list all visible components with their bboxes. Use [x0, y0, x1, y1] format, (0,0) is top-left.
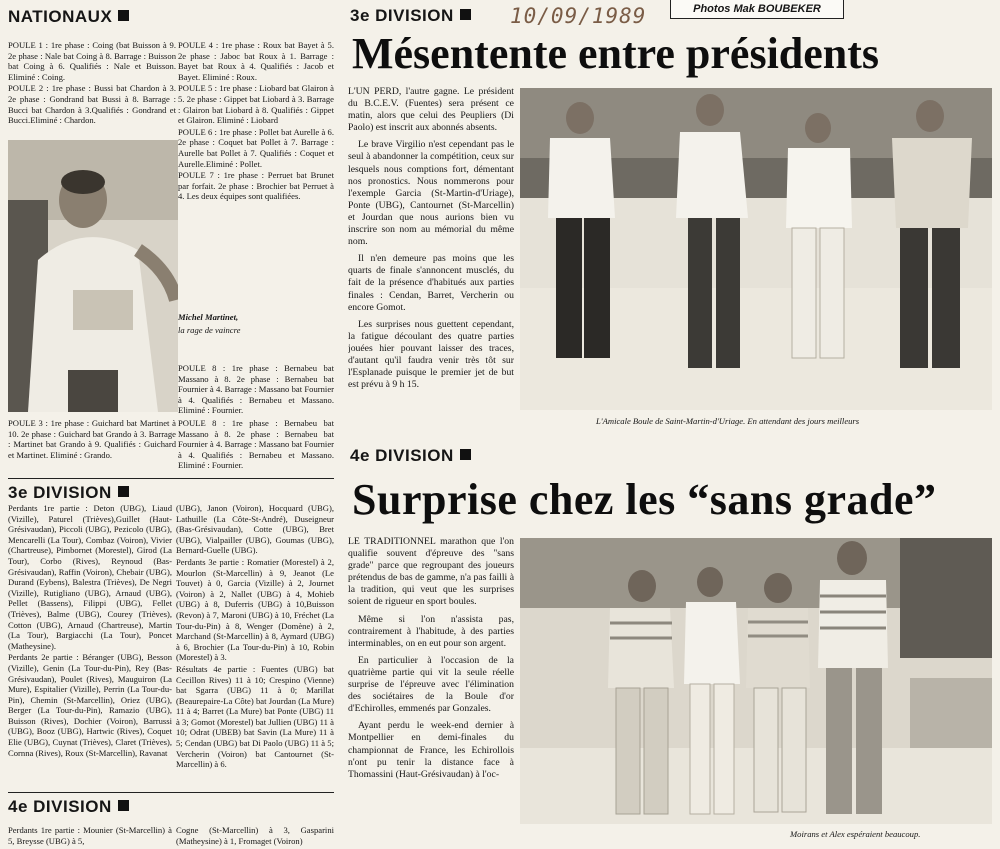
division4-results-heading: 4e DIVISION [8, 797, 129, 817]
poule-1: POULE 1 : 1re phase : Coing (bat Buisson à 9. 2e phase : Nale bat Coing à 8. Barrage : Buisson bat Coing à 6. Qualifiés : Nale et Buisson. Eliminé : Coing. [8, 40, 176, 82]
article2-para-1: LE TRADITIONNEL marathon que l'on qualifie souvent d'épreuve des "sans grade" parce que regroupant des joueurs prétendus de bas de gamme, n'a pas failli à la tradition, qui veut que les surprises soient de rigueur en sport boules. [348, 536, 514, 608]
division3-col1 [8, 503, 172, 789]
poule-7: POULE 7 : 1re phase : Perruet bat Brunet par forfait. 2e phase : Brochier bat Perruet à 4. Les deux équipes sont qualifiées. [178, 170, 334, 202]
michel-martinet-photo [8, 140, 178, 412]
article1-headline: Mésentente entre présidents [352, 29, 880, 78]
division4-col1 [8, 825, 172, 847]
poule-8-repeat: POULE 8 : 1re phase : Bernabeu bat Massano à 8. 2e phase : Bernabeu bat Fournier à 4. Barrage : Massano bat Fournier à 4. Qualifiés : Bernabeu et Massano. Eliminé : Fournier. [178, 418, 334, 471]
divider [8, 478, 334, 479]
perdants-3e-partie: Perdants 3e partie : Romatier (Morestel) à 2, Mourlon (St-Marcellin) à 9, Jeanot (Le Touvet) à 0, Garcia (Vizille) à 2, Journet (Voiron) à 2, Nallet (UBG) à 4, Mohieb (UBG) à 8, Duferris (UBG) à 10,Buisson (Revon) à 7, Maroni (UBG) à 10, Fréchet (La Tour-du-Pin) à 8, Wenger (Domène) à 2, Marchand (St-Marcellin) à 8, Aymard (UBG) à 6, Brochier (La Tour-du-Pin) à 10, Robin (Morestel) à 3. [176, 556, 334, 663]
perdants-1re-partie: Perdants 1re partie : Deton (UBG), Liaud (Vizille), Paturel (Trièves),Guillet (Haut-Grésivaudan), Piccoli (UBG), Pezicolo (UBG), Mencarelli (La Tour), Combaz (Voiron), Vivier (Chartreuse), Pimbornet (Morestel), Girod (La Tour), Corbo (Rives), Reynoud (Bas-Grésivaudan), Raffin (Voiron), Chebair (UBG), Durand (Eybens), Balestra (Trièves), De Negri (Vizille), Rutigliano (UBG), Arnaud (UBG), Pellet (Bassens), Filippi (UBG), Fellet (Trièves), Balme (UBG), Courey (Trièves), Cotton (UBG), Arnaud (Chartreuse), Martin (La Tour), Bargiacchi (La Tour), Poncet (Matheysine). [8, 503, 172, 651]
poule-5: POULE 5 : 1re phase : Liobard bat Glairon à 5. 2e phase : Gippet bat Liobard à 3. Barrage : Glairon bat Liobard à 8. Qualifiés : Gippet et Glairon. Eliminé : Liobard [178, 83, 334, 126]
division4-perdants: Perdants 1re partie : Mounier (St-Marcellin) à 5, Breysse (UBG) à 5, [8, 825, 172, 846]
divider [8, 792, 334, 793]
article1-body [348, 86, 514, 422]
division3-col2 [176, 503, 334, 789]
article2-headline: Surprise chez les “sans grade” [352, 475, 937, 524]
perdants-2e-partie: Perdants 2e partie : Béranger (UBG), Besson (Vizille), Genin (La Tour-du-Pin), Rey (Bas-Grésivaudan), Poulet (Rives), Mauguiron (La Mure), Espitalier (Vizille), Perrin (La Tour-du-Pin), Chemin (St-Marcellin), Oriez (UBG), Berger (La Tour-du-Pin), Ramazio (UBG), Buisson (Rives), Dochier (Voiron), Barrussi (UBG), Booz (UBG), Hartwic (Rives), Coquet Elie (UBG), Cuynat (Trièves), Claret (Trièves), Cornna (Rives), Roux (St-Marcellin), Ravanat [8, 652, 172, 758]
article2-body [348, 536, 514, 848]
article2-para-2: Même si l'on n'assista pas, contrairement à l'habitude, à des parties interminables, on en eut pour son argent. [348, 613, 514, 649]
date-stamp: 10/09/1989 [510, 4, 647, 28]
nationaux-col2-poule8 [178, 363, 334, 417]
division4-col2 [176, 825, 334, 847]
article1-para-3: Il n'en demeure pas moins que les quarts de finale s'annoncent musclés, du fait de la présence d'habitués aux parties finales : Cendan, Barret, Vercherin ou encore Gomot. [348, 253, 514, 313]
poule-3: POULE 3 : 1re phase : Guichard bat Martinet à 10. 2e phase : Guichard bat Grando à 3. Barrage : Martinet bat Grando à 9. Qualifiés : Guichard et Martinet. Eliminé : Grando. [8, 418, 176, 460]
moirans-team-photo [520, 538, 992, 824]
article1-para-2: Le brave Virgilio n'est cependant pas le seul à abandonner la compétition, ceux sur lesquels nous comptions fort, démentant nos pronostics. Nous nommerons pour l'exemple Garcia (St-Martin-d'Uriage), Ponte (UBG), Cantournet (St-Marcellin) et Jourdan que nous aurions bien vu inscrire son nom au mémorial du même nom. [348, 139, 514, 248]
nationaux-col2-poule8b [178, 418, 334, 474]
poule-2: POULE 2 : 1re phase : Bussi bat Chardon à 3. 2e phase : Gondrand bat Bussi à 8. Barrage : Bucci bat Chardon à 3.Qualifiés : Gondrand et Bucci.Eliminé : Chardon. [8, 83, 176, 126]
photo-credit: Photos Mak BOUBEKER [670, 0, 844, 19]
division4-perdants-cont: Cogne (St-Marcellin) à 3, Gasparini (Matheysine) à 1, Fromaget (Voiron) [176, 825, 334, 846]
poule-8: POULE 8 : 1re phase : Bernabeu bat Massano à 8. 2e phase : Bernabeu bat Fournier à 4. Barrage : Massano bat Fournier à 4. Qualifiés : Bernabeu et Massano. Eliminé : Fournier. [178, 363, 334, 416]
perdants-2e-partie-cont: (UBG), Janon (Voiron), Hocquard (UBG), Lathuille (La Côte-St-André), Duseigneur (Bas-Grésivaudan), Cotte (UBG), Bret (UBG), Vialpailler (UBG), Goumas (UBG), Bernard-Guelle (UBG). [176, 503, 334, 556]
article2-para-4: Ayant perdu le week-end dernier à Montpellier en demi-finales du championnat de France, les Echirollois n'ont pu tenir la distance face à Thomassini (Haut-Grésivaudan) à l'oc- [348, 720, 514, 780]
division4-top-heading: 4e DIVISION [350, 446, 471, 466]
martinet-caption-text: la rage de vaincre [178, 325, 241, 335]
article1-para-1: L'UN PERD, l'autre gagne. Le président du B.C.E.V. (Fuentes) sera présent ce matin, alors que celui des Peupliers (Di Paolo) est inscrit aux abonnés absents. [348, 86, 514, 134]
article2-caption: Moirans et Alex espéraient beaucoup. [790, 829, 921, 839]
article2-para-3: En particulier à l'occasion de la quatrième partie qui vit la seule réelle surprise de l'épreuve avec l'élimination des sociétaires de la Boule d'or d'Echirolles, emmenés par Gonzales. [348, 654, 514, 715]
division3-top-heading: 3e DIVISION [350, 6, 471, 26]
nationaux-col1-poule3 [8, 418, 176, 474]
nationaux-heading: NATIONAUX [8, 7, 129, 27]
division3-results-heading: 3e DIVISION [8, 483, 129, 503]
poule-6: POULE 6 : 1re phase : Pollet bat Aurelle à 6. 2e phase : Coquet bat Pollet à 7. Barrage : Aurelle bat Pollet à 7. Qualifiés : Coquet et Aurelle.Eliminé : Pollet. [178, 126, 334, 169]
article1-caption: L'Amicale Boule de Saint-Martin-d'Uriage. En attendant des jours meilleurs [596, 416, 860, 426]
resultats-4e-partie: Résultats 4e partie : Fuentes (UBG) bat Cecillon Rives) 11 à 10; Crespino (Vienne) bat Sgarra (UBG) 11 à 0; Marillat (Beaurepaire-La Côte) bat Jourdan (La Mure) 11 à 4; Barret (La Mure) bat Ponte (UBG) 11 à 3; Gomot (Morestel) bat Jullien (UBG) 11 à 10; Odrat (UBEB) bat Savin (La Mure) 11 à 5; Cendan (UBG) bat Di Paolo (UBG) 11 à 5; Vercherin (Voiron) bat Cantournet (St-Marcellin) à 6. [176, 663, 334, 770]
nationaux-col2-top [178, 40, 334, 226]
nationaux-col1-top [8, 40, 176, 136]
amicale-boule-team-photo [520, 88, 992, 410]
martinet-caption-name: Michel Martinet, [178, 312, 239, 322]
article1-para-4: Les surprises nous guettent cependant, la fatigue découlant des quatre parties jouées hier pouvant laisser des traces, d'autant qu'il faudra venir très tôt sur l'Esplanade puisque le premier jet de but est prévu à 9 h 15. [348, 318, 514, 391]
poule-4: POULE 4 : 1re phase : Roux bat Bayet à 5. 2e phase : Jaboc bat Roux à 1. Barrage : Bayet bat Roux à 4. Qualifiés : Jacob et Bayet. Eliminé : Roux. [178, 40, 334, 82]
